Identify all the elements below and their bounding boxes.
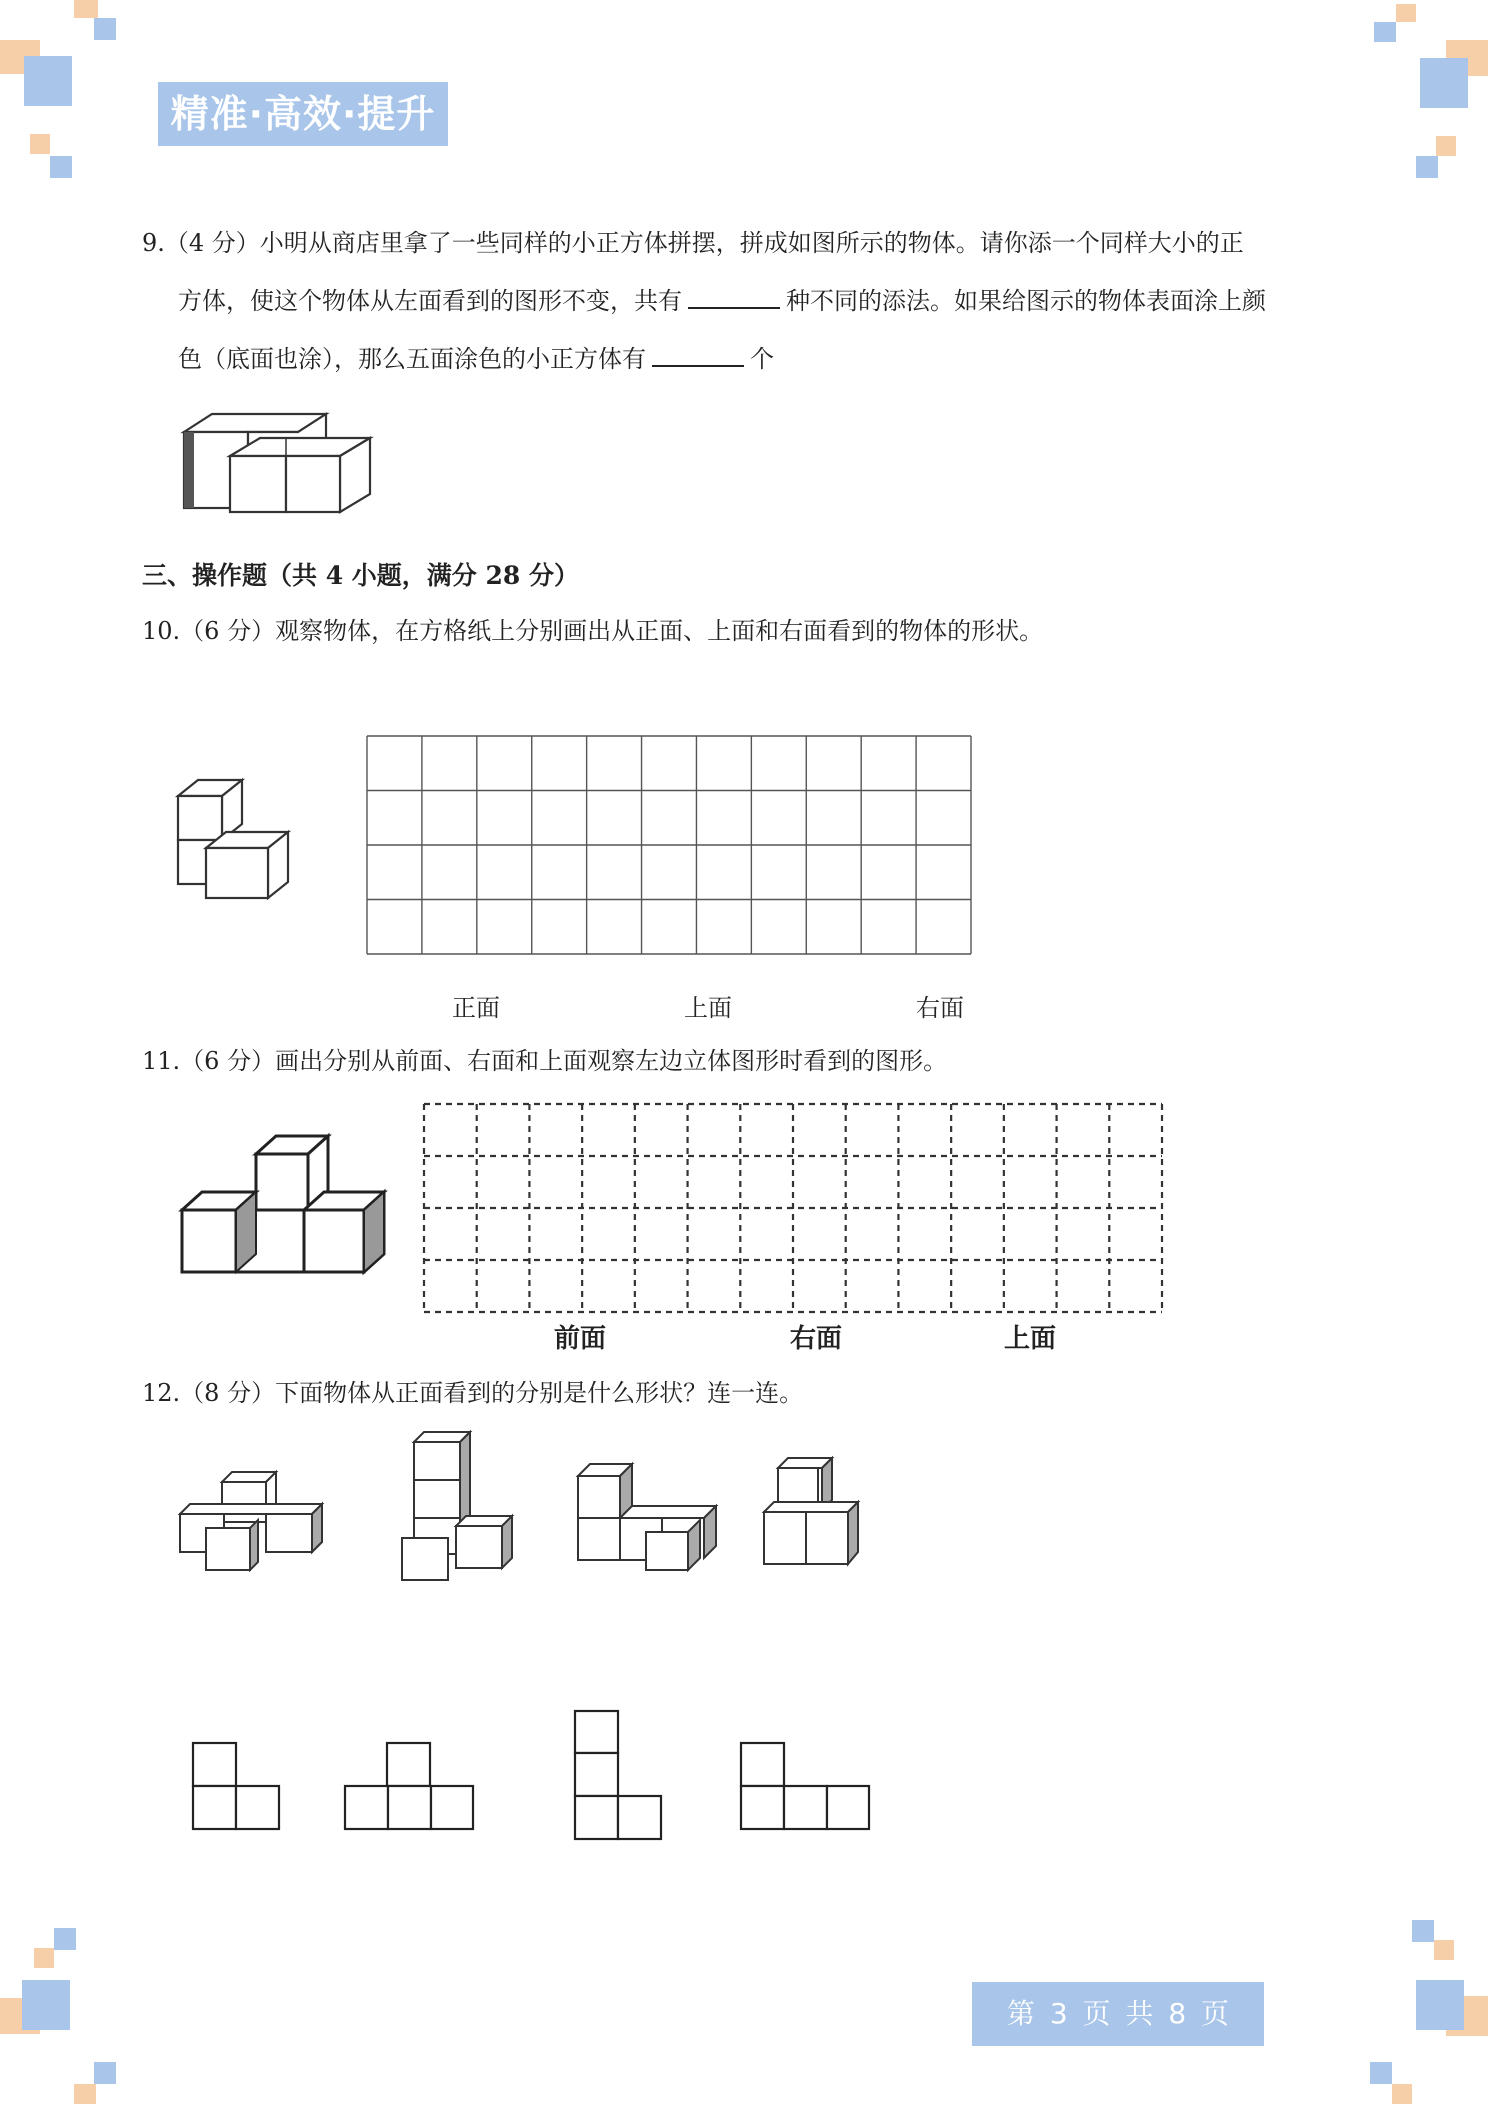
page-number-badge: 第 3 页 共 8 页 [972,1982,1264,2046]
q11-label-top: 上面 [1004,1324,1057,1354]
q12-solid-1[interactable] [178,1470,322,1582]
q11-cube-figure [178,1134,392,1288]
q12-view-a[interactable] [192,1742,280,1830]
q9-line2-a: 方体，使这个物体从左面看到的图形不变，共有 [178,287,682,315]
q12-solid-4[interactable] [762,1454,862,1570]
q12-view-c[interactable] [574,1710,662,1840]
q9-line3-b: 个 [750,345,774,373]
q12-solid-2[interactable] [400,1430,516,1582]
q12-view-b[interactable] [344,1742,474,1830]
q10-grid-paper[interactable] [366,734,974,956]
q9-line1: 9.（4 分）小明从商店里拿了一些同样的小正方体拼摆，拼成如图所示的物体。请你添一个同样大小的正 [142,229,1244,257]
q11-label-right: 右面 [790,1324,843,1354]
section-title-operations: 三、操作题（共 4 小题，满分 28 分） [142,561,580,590]
q9-line2-b: 种不同的添法。如果给图示的物体表面涂上颜 [786,287,1266,315]
q10-text: 10.（6 分）观察物体，在方格纸上分别画出从正面、上面和右面看到的物体的形状。 [142,617,1044,645]
q10-label-right: 右面 [916,994,964,1022]
q11-text: 11.（6 分）画出分别从前面、右面和上面观察左边立体图形时看到的图形。 [142,1047,948,1075]
q12-view-d[interactable] [740,1742,870,1830]
q9-cube-figure [176,410,376,522]
q9-answer-blank-1[interactable] [688,285,780,309]
q11-dotted-grid-paper[interactable] [422,1102,1164,1314]
q12-text: 12.（8 分）下面物体从正面看到的分别是什么形状？连一连。 [142,1379,804,1407]
q10-cube-figure [176,778,292,910]
brand-banner: 精准·高效·提升 [158,82,448,146]
q10-label-top: 上面 [684,994,732,1022]
q11-label-front: 前面 [554,1324,607,1354]
q9-line2 [178,284,1266,318]
q9-line3-a: 色（底面也涂），那么五面涂色的小正方体有 [178,345,646,373]
q9-line3 [178,342,774,376]
q12-solid-3[interactable] [576,1460,720,1572]
q10-label-front: 正面 [452,994,500,1022]
q9-answer-blank-2[interactable] [652,343,744,367]
